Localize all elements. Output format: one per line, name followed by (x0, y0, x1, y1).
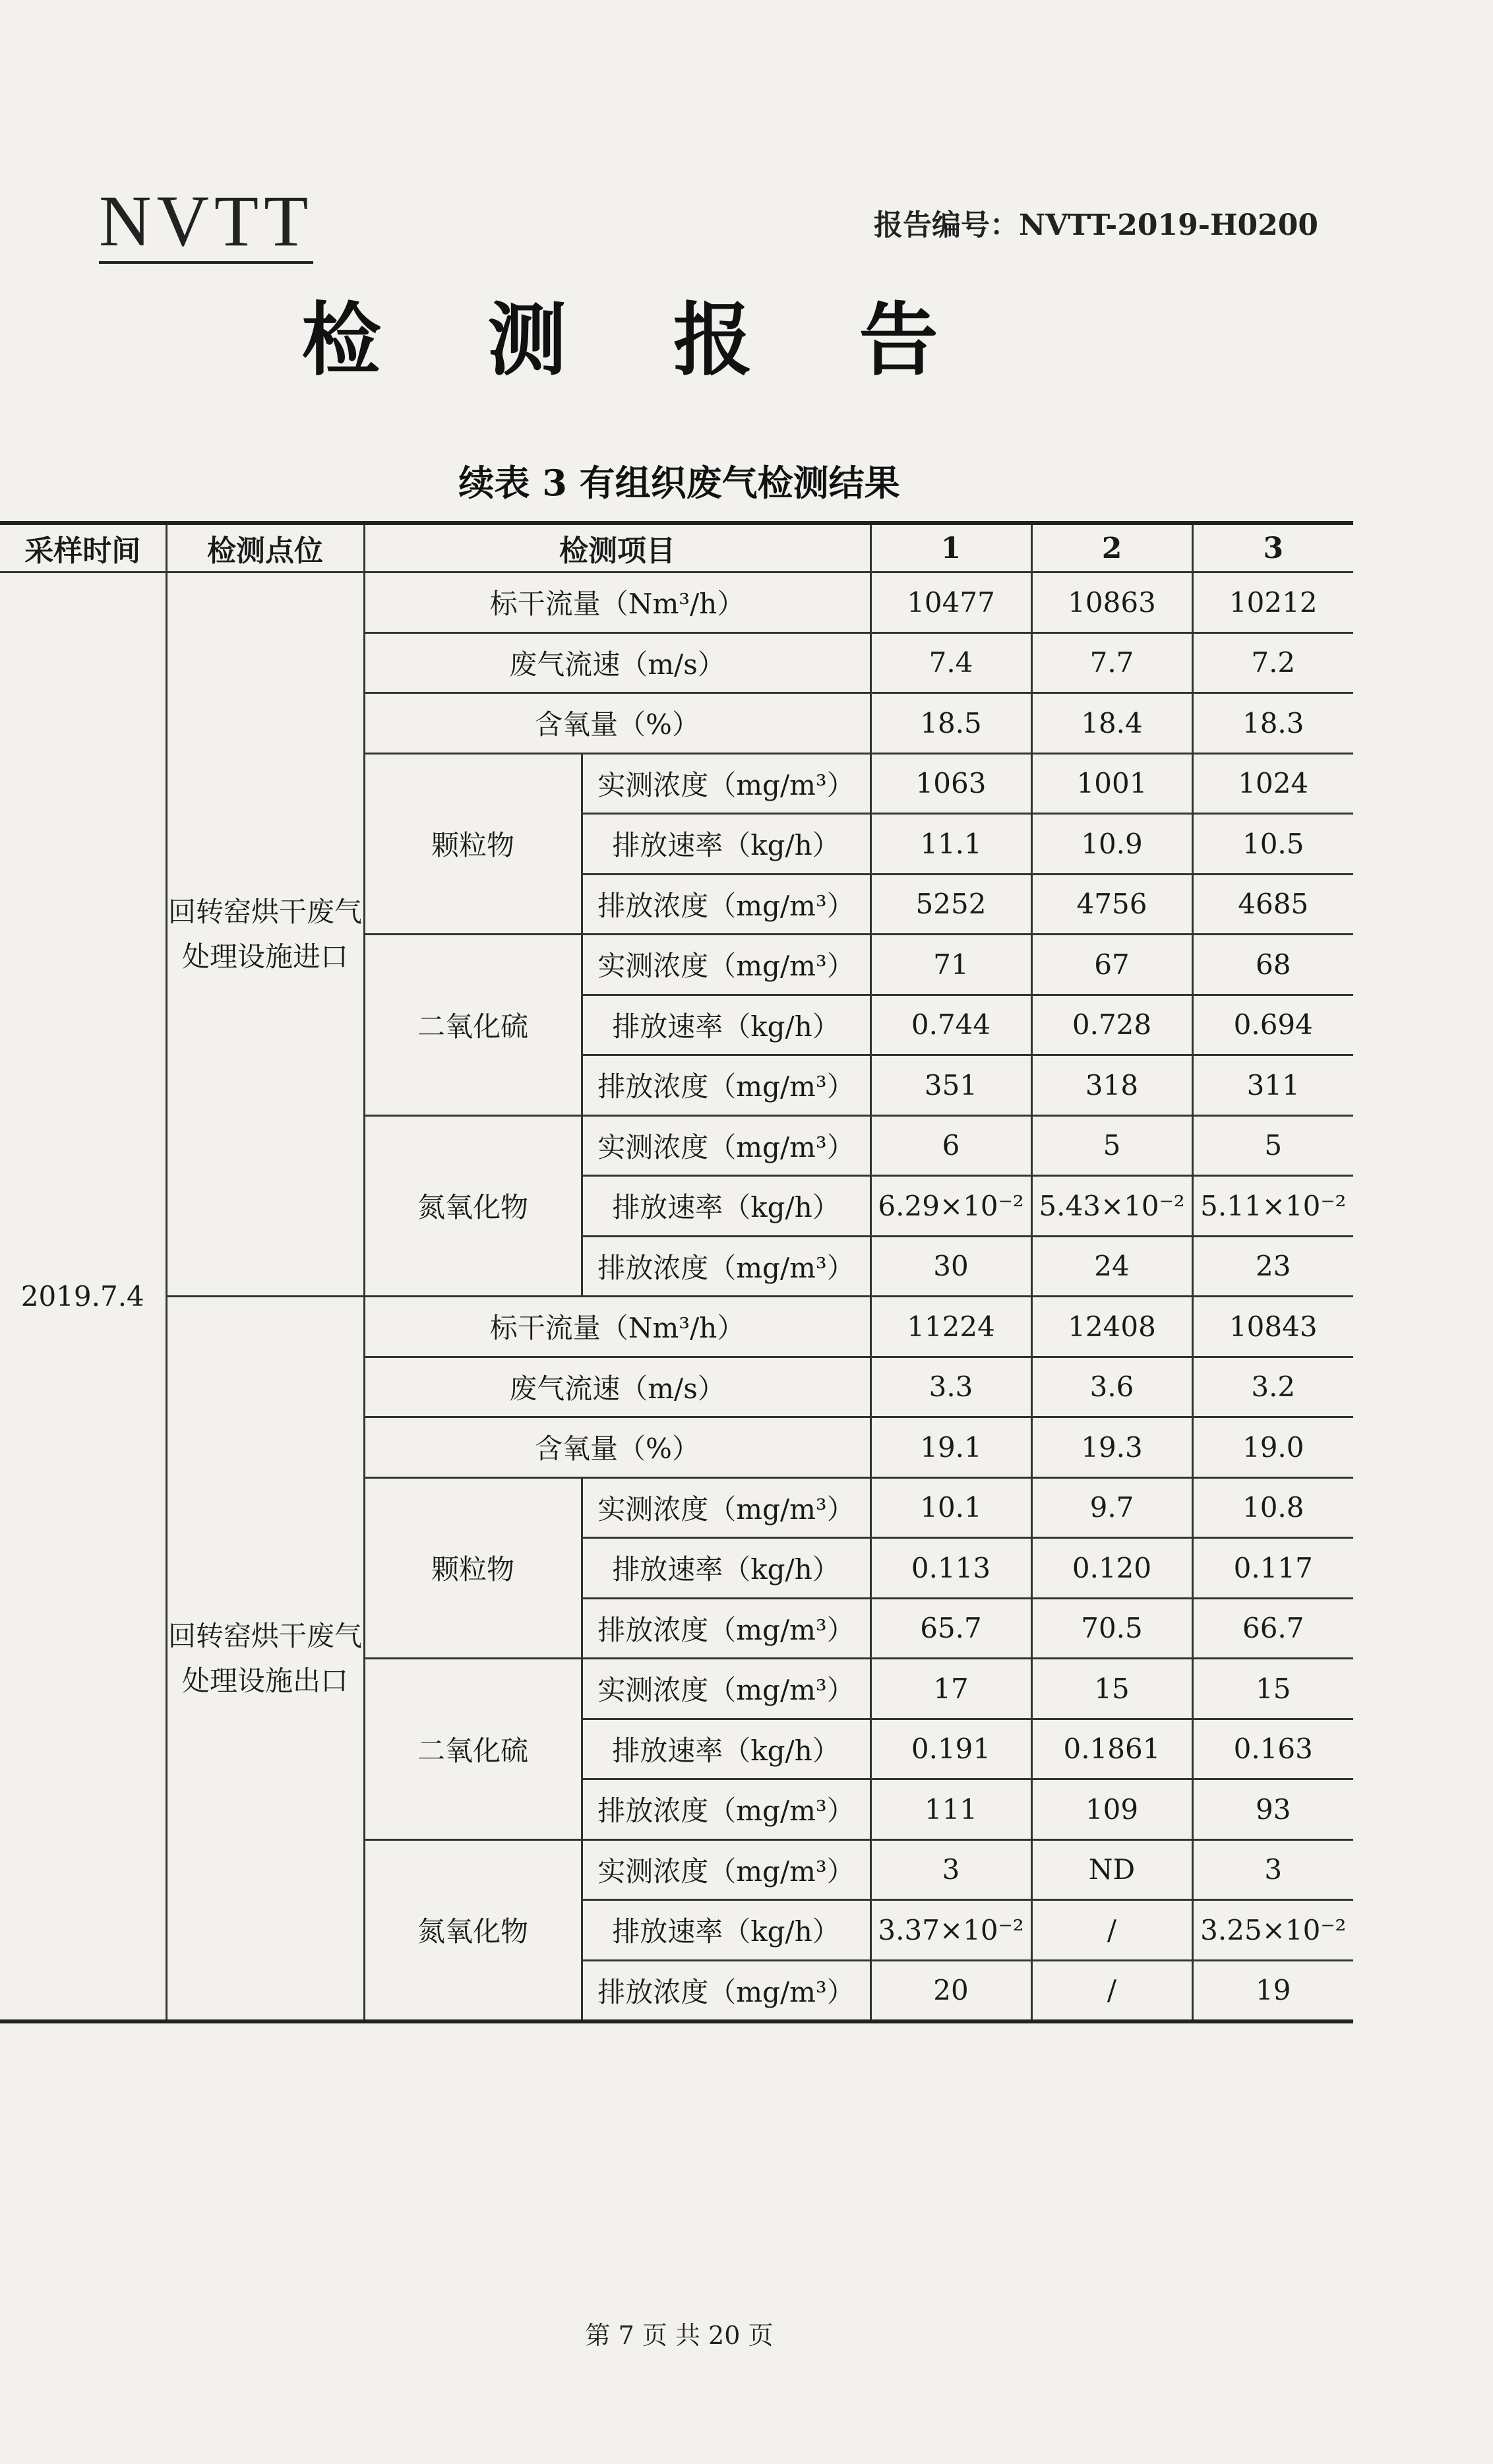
item-label: 排放浓度（mg/m³） (582, 1779, 870, 1840)
value-cell: 351 (870, 1055, 1031, 1116)
value-cell: 0.113 (870, 1538, 1031, 1599)
value-cell: 23 (1192, 1236, 1353, 1297)
value-cell: 5.11×10⁻² (1192, 1176, 1353, 1237)
table-row (0, 1297, 1353, 1357)
col-1: 1 (870, 523, 1031, 572)
pollutant-name: 二氧化硫 (364, 935, 582, 1116)
company-logo: NVTT (99, 185, 313, 264)
value-cell: 111 (870, 1779, 1031, 1840)
value-cell: 318 (1031, 1055, 1192, 1116)
value-cell: 10843 (1192, 1297, 1353, 1357)
value-cell: 4685 (1192, 874, 1353, 935)
value-cell: 93 (1192, 1779, 1353, 1840)
item-label: 排放速率（kg/h） (582, 995, 870, 1055)
value-cell: / (1031, 1900, 1192, 1961)
value-cell: 10.9 (1031, 814, 1192, 875)
item-label: 标干流量（Nm³/h） (364, 572, 870, 633)
report-number: 报告编号：NVTT-2019-H0200 (874, 208, 1319, 242)
value-cell: 0.163 (1192, 1719, 1353, 1779)
value-cell: 19.0 (1192, 1417, 1353, 1478)
sampling-date: 2019.7.4 (0, 572, 166, 2022)
value-cell: 30 (870, 1236, 1031, 1297)
item-label: 标干流量（Nm³/h） (364, 1297, 870, 1357)
value-cell: / (1031, 1960, 1192, 2021)
value-cell: 1063 (870, 753, 1031, 814)
value-cell: 66.7 (1192, 1598, 1353, 1659)
pollutant-name: 颗粒物 (364, 753, 582, 935)
value-cell: 18.3 (1192, 693, 1353, 754)
value-cell: 18.5 (870, 693, 1031, 754)
item-label: 排放浓度（mg/m³） (582, 874, 870, 935)
value-cell: 10477 (870, 572, 1031, 633)
value-cell: 5252 (870, 874, 1031, 935)
value-cell: 70.5 (1031, 1598, 1192, 1659)
value-cell: 15 (1192, 1659, 1353, 1719)
value-cell: 6 (870, 1115, 1031, 1176)
value-cell: 68 (1192, 935, 1353, 995)
value-cell: 1024 (1192, 753, 1353, 814)
value-cell: 5 (1031, 1115, 1192, 1176)
point-inlet: 回转窑烘干废气处理设施进口 (166, 572, 364, 1297)
value-cell: 5 (1192, 1115, 1353, 1176)
value-cell: 19.3 (1031, 1417, 1192, 1478)
value-cell: 3.25×10⁻² (1192, 1900, 1353, 1961)
item-label: 实测浓度（mg/m³） (582, 1115, 870, 1176)
value-cell: 10.1 (870, 1477, 1031, 1538)
value-cell: 20 (870, 1960, 1031, 2021)
point-outlet: 回转窑烘干废气处理设施出口 (166, 1297, 364, 2022)
value-cell: ND (1031, 1839, 1192, 1900)
value-cell: 17 (870, 1659, 1031, 1719)
value-cell: 7.4 (870, 632, 1031, 693)
value-cell: 19 (1192, 1960, 1353, 2021)
item-label: 实测浓度（mg/m³） (582, 1839, 870, 1900)
item-label: 实测浓度（mg/m³） (582, 935, 870, 995)
value-cell: 5.43×10⁻² (1031, 1176, 1192, 1237)
col-sampling-time: 采样时间 (0, 523, 166, 572)
value-cell: 6.29×10⁻² (870, 1176, 1031, 1237)
value-cell: 71 (870, 935, 1031, 995)
value-cell: 19.1 (870, 1417, 1031, 1478)
value-cell: 4756 (1031, 874, 1192, 935)
document-title: 检 测 报 告 (301, 293, 978, 386)
item-label: 废气流速（m/s） (364, 1357, 870, 1417)
value-cell: 0.694 (1192, 995, 1353, 1055)
value-cell: 15 (1031, 1659, 1192, 1719)
item-label: 排放浓度（mg/m³） (582, 1055, 870, 1116)
value-cell: 18.4 (1031, 693, 1192, 754)
item-label: 排放浓度（mg/m³） (582, 1960, 870, 2021)
item-label: 实测浓度（mg/m³） (582, 1659, 870, 1719)
item-label: 排放速率（kg/h） (582, 814, 870, 875)
table-title: 续表 3 有组织废气检测结果 (458, 462, 900, 504)
item-label: 实测浓度（mg/m³） (582, 1477, 870, 1538)
col-item: 检测项目 (364, 523, 870, 572)
item-label: 排放速率（kg/h） (582, 1719, 870, 1779)
value-cell: 10.5 (1192, 814, 1353, 875)
value-cell: 3 (1192, 1839, 1353, 1900)
item-label: 排放速率（kg/h） (582, 1176, 870, 1237)
value-cell: 7.2 (1192, 632, 1353, 693)
value-cell: 10.8 (1192, 1477, 1353, 1538)
col-3: 3 (1192, 523, 1353, 572)
value-cell: 0.191 (870, 1719, 1031, 1779)
item-label: 实测浓度（mg/m³） (582, 753, 870, 814)
value-cell: 12408 (1031, 1297, 1192, 1357)
value-cell: 7.7 (1031, 632, 1192, 693)
header-row (0, 523, 1353, 572)
value-cell: 9.7 (1031, 1477, 1192, 1538)
value-cell: 3 (870, 1839, 1031, 1900)
col-2: 2 (1031, 523, 1192, 572)
item-label: 排放速率（kg/h） (582, 1900, 870, 1961)
pollutant-name: 氮氧化物 (364, 1115, 582, 1297)
value-cell: 3.2 (1192, 1357, 1353, 1417)
item-label: 废气流速（m/s） (364, 632, 870, 693)
item-label: 排放浓度（mg/m³） (582, 1236, 870, 1297)
value-cell: 0.120 (1031, 1538, 1192, 1599)
pollutant-name: 氮氧化物 (364, 1839, 582, 2021)
value-cell: 10863 (1031, 572, 1192, 633)
value-cell: 109 (1031, 1779, 1192, 1840)
value-cell: 0.1861 (1031, 1719, 1192, 1779)
pollutant-name: 颗粒物 (364, 1477, 582, 1659)
value-cell: 0.728 (1031, 995, 1192, 1055)
table-row (0, 572, 1353, 633)
page-footer: 第 7 页 共 20 页 (585, 2321, 774, 2350)
col-point: 检测点位 (166, 523, 364, 572)
item-label: 含氧量（%） (364, 1417, 870, 1478)
value-cell: 1001 (1031, 753, 1192, 814)
value-cell: 3.37×10⁻² (870, 1900, 1031, 1961)
results-table (0, 521, 1353, 2023)
item-label: 排放浓度（mg/m³） (582, 1598, 870, 1659)
item-label: 排放速率（kg/h） (582, 1538, 870, 1599)
pollutant-name: 二氧化硫 (364, 1659, 582, 1840)
value-cell: 0.117 (1192, 1538, 1353, 1599)
value-cell: 10212 (1192, 572, 1353, 633)
value-cell: 11.1 (870, 814, 1031, 875)
value-cell: 3.6 (1031, 1357, 1192, 1417)
value-cell: 311 (1192, 1055, 1353, 1116)
value-cell: 3.3 (870, 1357, 1031, 1417)
value-cell: 67 (1031, 935, 1192, 995)
item-label: 含氧量（%） (364, 693, 870, 754)
value-cell: 24 (1031, 1236, 1192, 1297)
value-cell: 65.7 (870, 1598, 1031, 1659)
value-cell: 0.744 (870, 995, 1031, 1055)
value-cell: 11224 (870, 1297, 1031, 1357)
